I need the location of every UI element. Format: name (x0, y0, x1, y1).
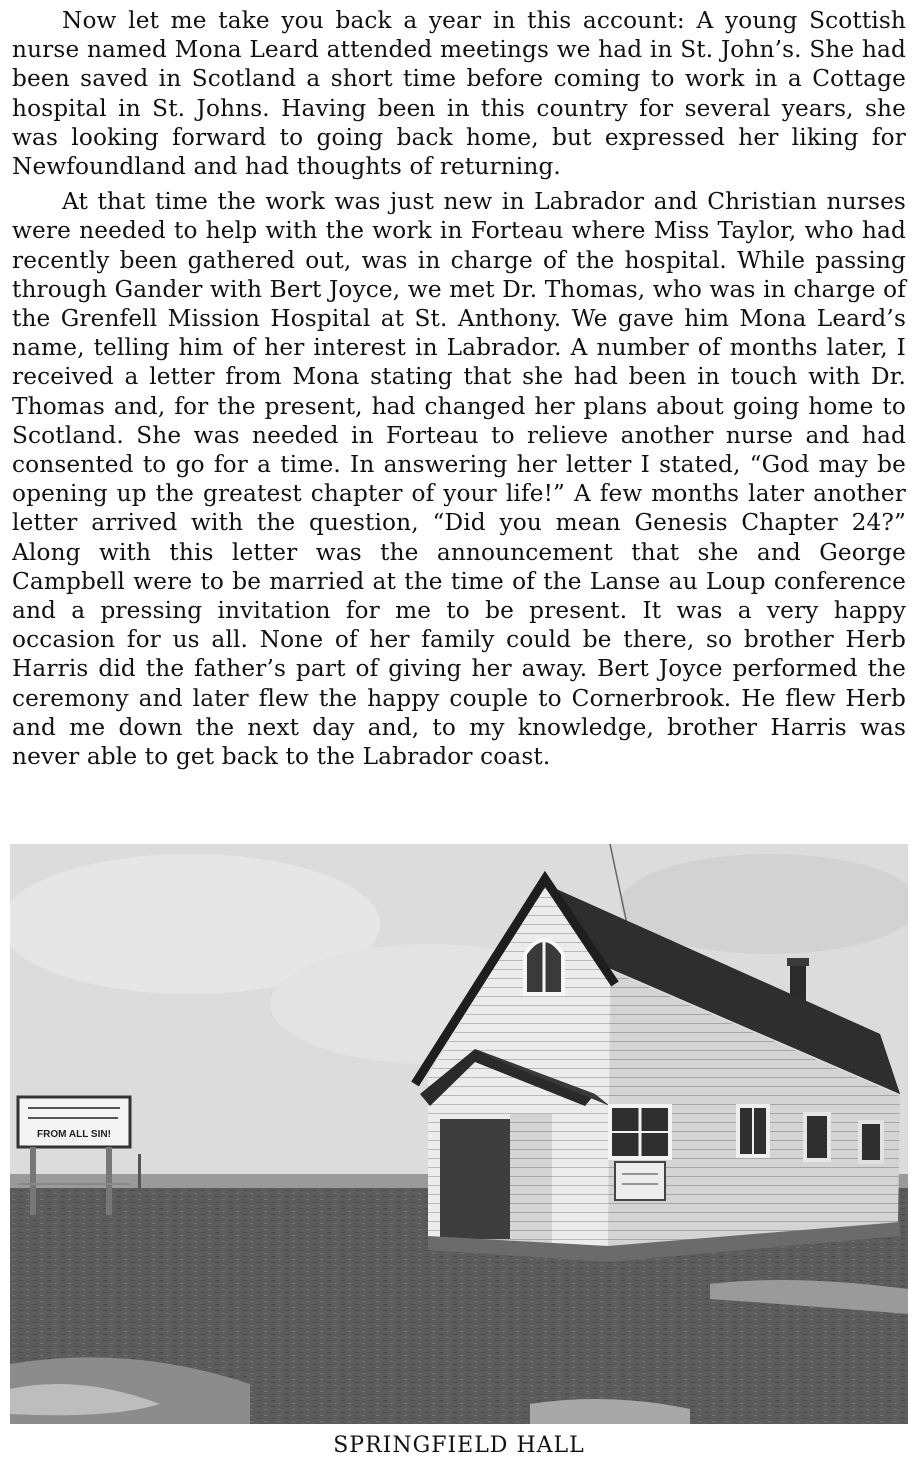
paragraph-2: At that time the work was just new in Labrador and Christian nurses were needed to help with the work in Forteau where Miss Taylor, who had recently been gathered out, was in charge of the hospital. While passing through Gander with Bert Joyce, we met Dr. Thomas, who was in charge of the Grenfell Mission Hospital at St. Anthony. We gave him Mona Leard’s name, telling him of her interest in Labrador. A number of months later, I received a letter from Mona stating that she had been in touch with Dr. Thomas and, for the present, had changed her plans about going home to Scotland. She was needed in Forteau to relieve another nurse and had consented to go for a time. In answering her letter I stated, “God may be opening up the greatest chapter of your life!” A few months later another letter arrived with the question, “Did you mean Genesis Chapter 24?” Along with this letter was the announcement that she and George Campbell were to be married at the time of the Lanse au Loup conference and a pressing invitation for me to be present. It was a very happy occasion for us all. None of her family could be there, so brother Herb Harris did the father’s part of giving her away. Bert Joyce performed the ceremony and later flew the happy couple to Cornerbrook. He flew Herb and me down the next day and, to my knowledge, brother Harris was never able to get back to the Labrador coast. (12, 188, 906, 771)
sign-text: FROM ALL SIN! (37, 1129, 111, 1140)
article-body (12, 6, 906, 777)
paragraph-1: Now let me take you back a year in this account: A young Scottish nurse named Mona Leard attended meetings we had in St. John’s. She had been saved in Scotland a short time before coming to work in a Cottage hospital in St. Johns. Having been in this country for several years, she was looking forward to going back home, but expressed her liking for Newfoundland and had thoughts of returning. (12, 7, 906, 181)
springfield-hall-photo (10, 844, 908, 1424)
photo-caption: SPRINGFIELD HALL (333, 1433, 585, 1458)
